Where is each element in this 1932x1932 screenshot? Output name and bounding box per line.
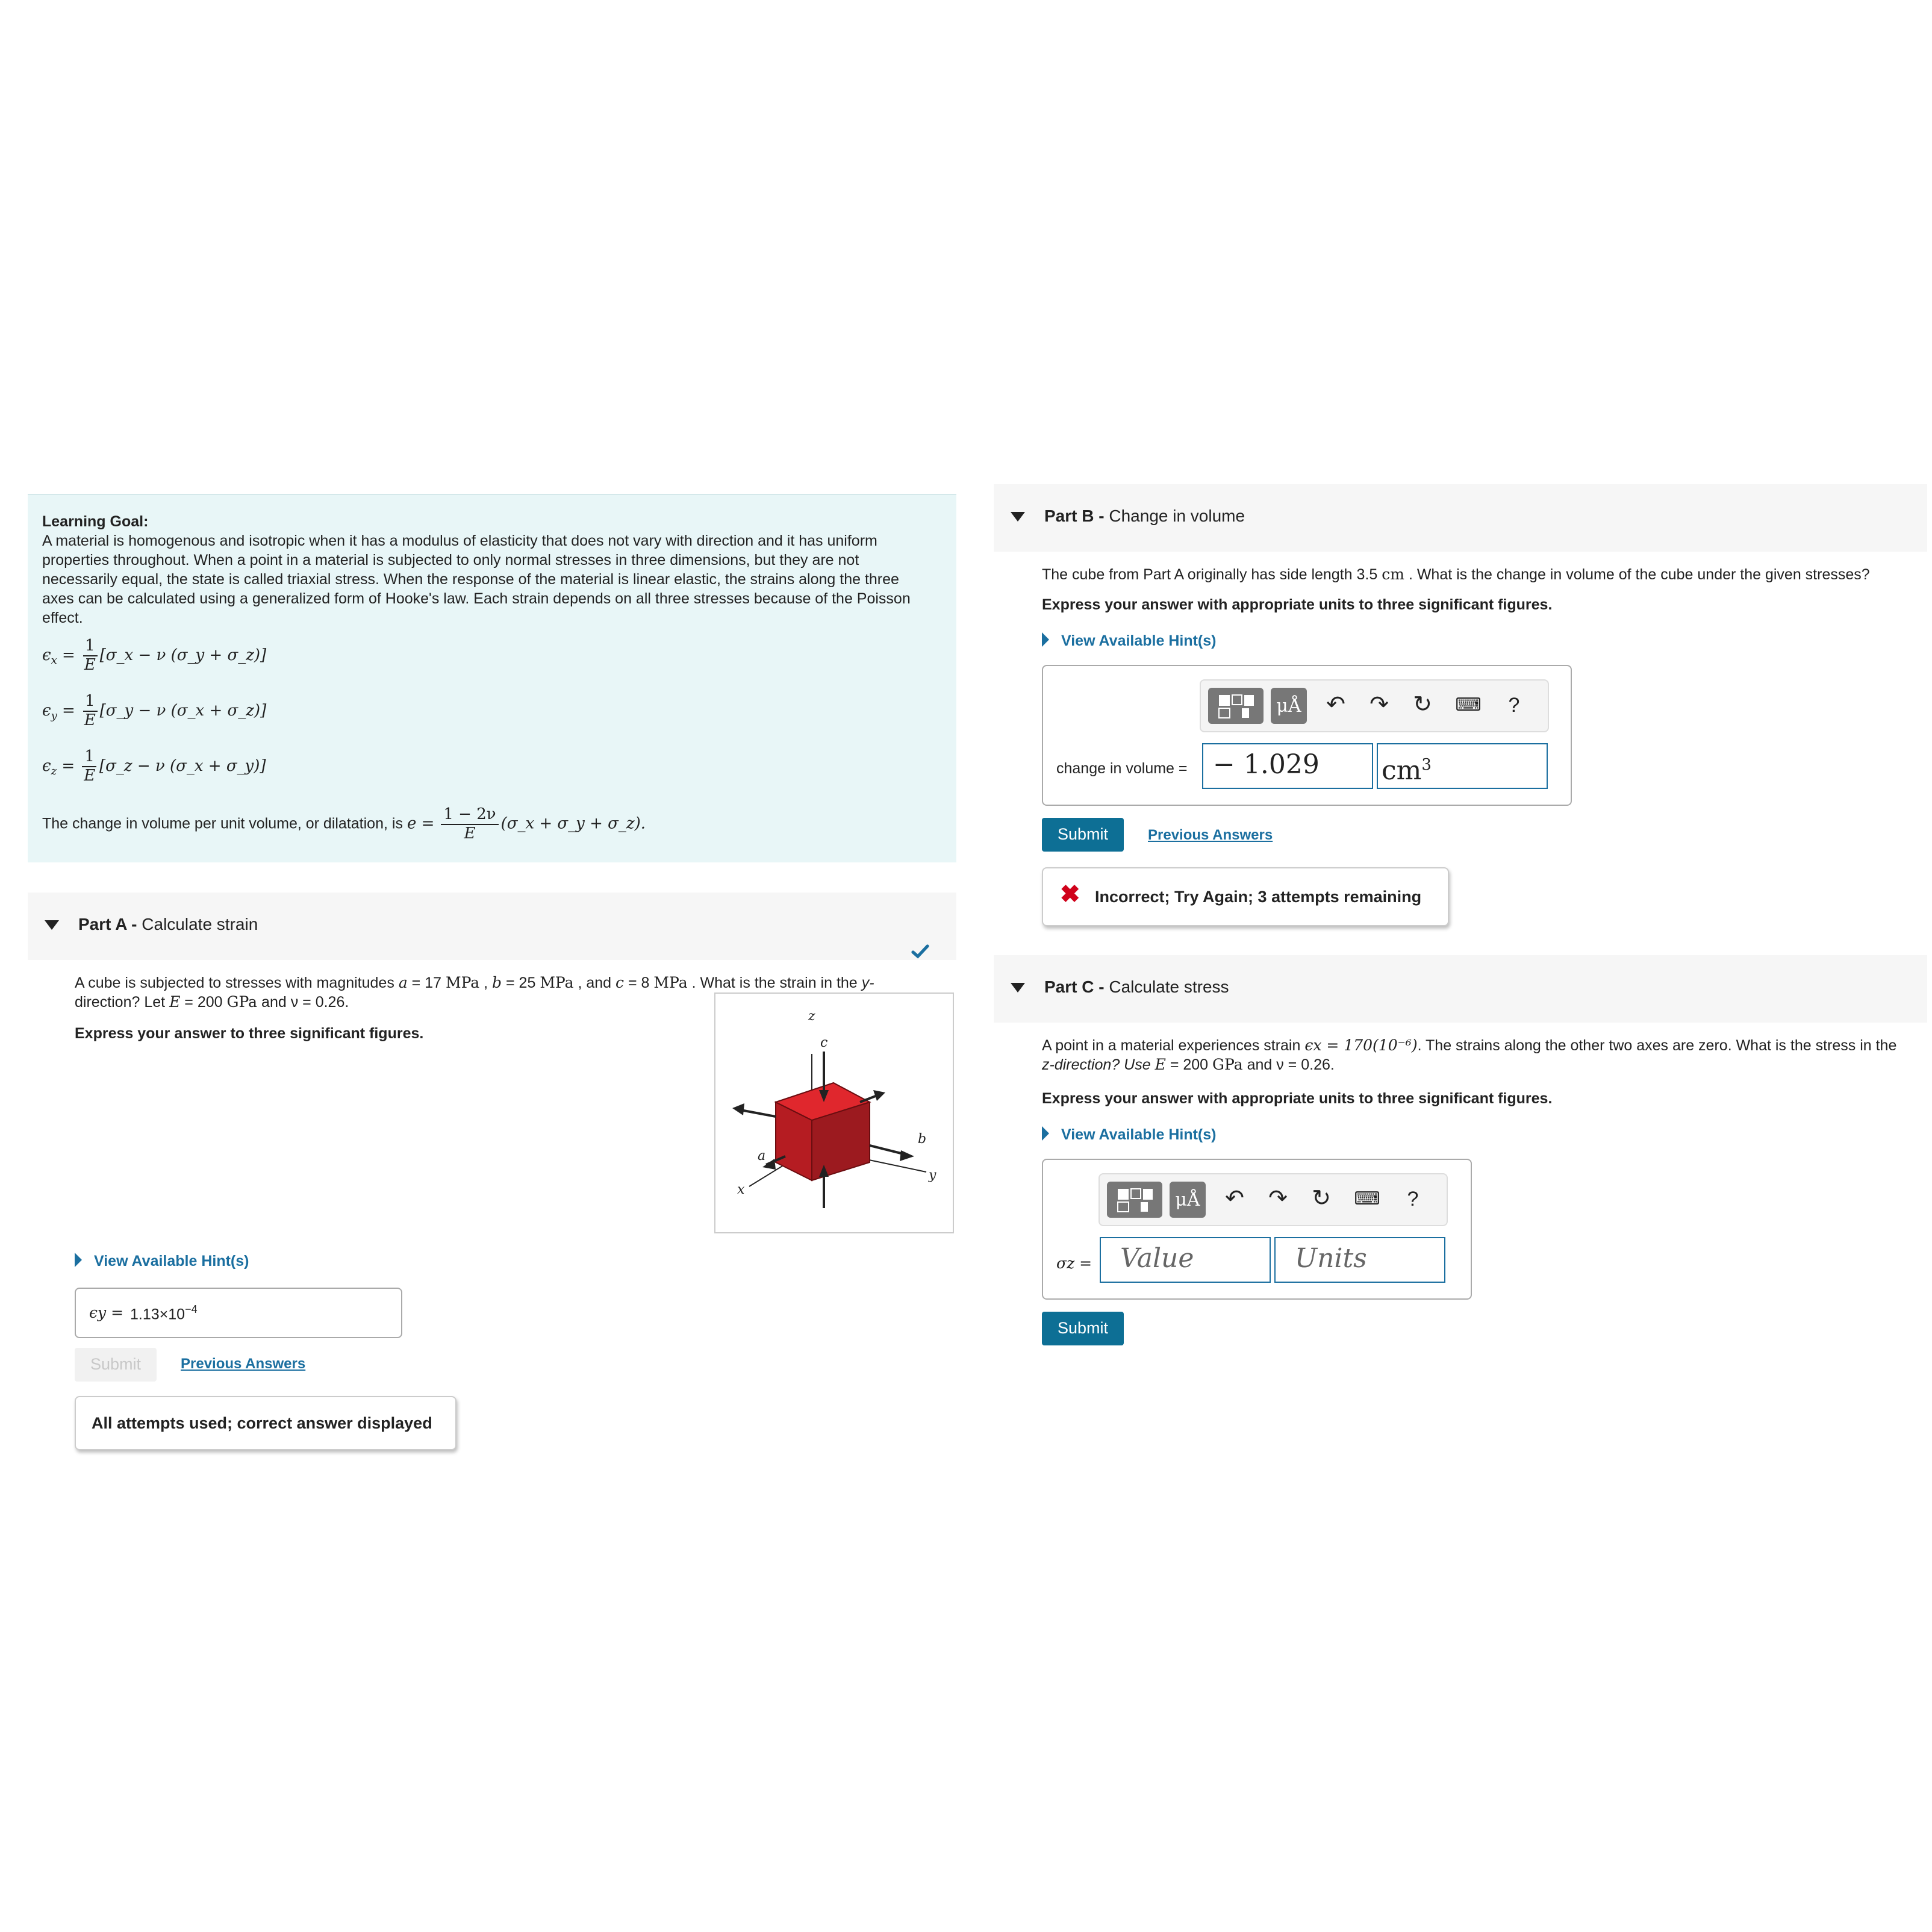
figure-label-a: a	[758, 1148, 766, 1164]
part-a-view-hints[interactable]: View Available Hint(s)	[75, 1253, 249, 1270]
part-c-question: A point in a material experiences strain ϵx = 170(10⁻⁶). The strains along the other two axes are zero. What is the stress in the z-direction? Use E = 200 GPa and ν = 0.26.	[1042, 1036, 1897, 1073]
undo-icon[interactable]: ↶	[1225, 1186, 1244, 1212]
error-x-icon: ✖	[1060, 882, 1080, 908]
learning-goal-panel	[28, 494, 956, 862]
undo-icon[interactable]: ↶	[1326, 693, 1345, 718]
part-c-answer-box	[1042, 1159, 1472, 1300]
part-b-answer-box	[1042, 665, 1572, 806]
strain-equation-y: $\epsilon_y$ = $\frac{1}{E}$ [σ_y − ν (σ_x + σ_z)]	[42, 693, 267, 730]
help-icon[interactable]: ?	[1407, 1188, 1419, 1211]
part-c-field-label: σz =	[1056, 1254, 1092, 1272]
part-a-question: A cube is subjected to stresses with magnitudes a = 17 MPa , b = 25 MPa , and c = 8 MPa . What is the strain in the y- direction? Let E = 200 GPa and ν = 0.26.	[75, 973, 874, 1011]
reset-icon[interactable]: ↻	[1413, 693, 1432, 718]
figure-label-b: b	[918, 1132, 927, 1147]
collapse-triangle-icon[interactable]	[1011, 512, 1025, 522]
part-b-field-label: change in volume =	[1056, 760, 1188, 777]
help-icon[interactable]: ?	[1508, 694, 1520, 717]
templates-icon[interactable]	[1107, 1182, 1162, 1218]
part-b-value-input[interactable]: − 1.029	[1202, 743, 1373, 789]
keyboard-icon[interactable]: ⌨	[1354, 1189, 1380, 1209]
reset-icon[interactable]: ↻	[1312, 1186, 1331, 1212]
part-c-view-hints[interactable]: View Available Hint(s)	[1042, 1126, 1217, 1143]
part-a-title: Calculate strain	[142, 914, 258, 933]
part-b-instruction: Express your answer with appropriate units to three significant figures.	[1042, 596, 1553, 613]
part-a-submit-button[interactable]: Submit	[75, 1348, 157, 1382]
part-b-units-input[interactable]: $cm^3$	[1377, 743, 1548, 789]
redo-icon[interactable]: ↷	[1370, 693, 1389, 718]
part-a-header[interactable]: Part A - Calculate strain	[28, 893, 956, 960]
expand-arrow-icon	[1042, 1126, 1049, 1141]
part-c-instruction: Express your answer with appropriate units to three significant figures.	[1042, 1090, 1553, 1107]
learning-goal-label: Learning Goal:	[42, 513, 149, 530]
cube-diagram	[715, 994, 953, 1232]
strain-equation-z: $\epsilon_z$ = $\frac{1}{E}$ [σ_z − ν (σ_x + σ_y)]	[42, 748, 266, 785]
part-b-submit-button[interactable]: Submit	[1042, 818, 1124, 852]
part-c-value-input[interactable]: Value	[1100, 1237, 1271, 1283]
part-a-previous-answers-link[interactable]: Previous Answers	[181, 1355, 306, 1372]
part-a-answer-label: ϵy =	[89, 1303, 124, 1321]
part-c-title: Calculate stress	[1109, 977, 1229, 996]
figure-label-z: z	[808, 1009, 815, 1024]
expand-arrow-icon	[75, 1253, 82, 1267]
keyboard-icon[interactable]: ⌨	[1455, 695, 1482, 715]
part-b-question: The cube from Part A originally has side length 3.5 cm . What is the change in volume of the cube under the given stresses?	[1042, 565, 1870, 583]
part-a-answer-box	[75, 1288, 402, 1338]
figure-label-x: x	[737, 1182, 745, 1197]
figure-label-y: y	[929, 1168, 936, 1183]
redo-icon[interactable]: ↷	[1268, 1186, 1288, 1212]
cube-stress-figure	[714, 992, 954, 1233]
dilatation-text: The change in volume per unit volume, or dilatation, is e = $\frac{1 - 2\nu}{E}$ (σ_x + σ_y + σ_z).	[42, 806, 646, 843]
expand-arrow-icon	[1042, 632, 1049, 647]
stress-b-arrow	[900, 1150, 914, 1161]
part-b-feedback: ✖ Incorrect; Try Again; 3 attempts remaining	[1042, 867, 1449, 926]
collapse-triangle-icon[interactable]	[1011, 983, 1025, 992]
part-a-feedback: All attempts used; correct answer displayed	[75, 1396, 457, 1450]
units-icon[interactable]: μÅ	[1271, 688, 1307, 724]
part-c-submit-button[interactable]: Submit	[1042, 1312, 1124, 1345]
part-c-math-toolbar	[1098, 1173, 1448, 1226]
templates-icon[interactable]	[1208, 688, 1264, 724]
part-b-header[interactable]: Part B - Change in volume	[994, 484, 1927, 552]
part-a-instruction: Express your answer to three significant figures.	[75, 1025, 424, 1042]
part-b-math-toolbar	[1200, 679, 1549, 732]
part-c-header[interactable]: Part C - Calculate stress	[994, 955, 1927, 1023]
check-icon	[911, 942, 930, 961]
part-c-units-input[interactable]: Units	[1274, 1237, 1445, 1283]
collapse-triangle-icon[interactable]	[45, 920, 59, 930]
figure-label-c: c	[820, 1035, 828, 1050]
part-b-previous-answers-link[interactable]: Previous Answers	[1148, 826, 1273, 843]
part-b-title: Change in volume	[1109, 506, 1245, 525]
units-icon[interactable]: μÅ	[1170, 1182, 1206, 1218]
part-b-view-hints[interactable]: View Available Hint(s)	[1042, 632, 1217, 649]
strain-equation-x: $\epsilon_x$ = $\frac{1}{E}$ [σ_x − ν (σ_y + σ_z)]	[42, 637, 267, 675]
learning-goal-text: A material is homogenous and isotropic when it has a modulus of elasticity that does not vary with direction and it has uniform properties throughout. When a point in a material is subjected to only normal stresses in three dimensions, but they are not necessarily equal, the state is called triaxial stress. When the response of the material is linear elastic, the strains along the three axes can be calculated using a generalized form of Hooke's law. Each strain depends on all three stresses because of the Poisson effect.	[42, 532, 911, 626]
part-a-answer-value: $1.13\times 10^{-4}$	[130, 1303, 198, 1323]
